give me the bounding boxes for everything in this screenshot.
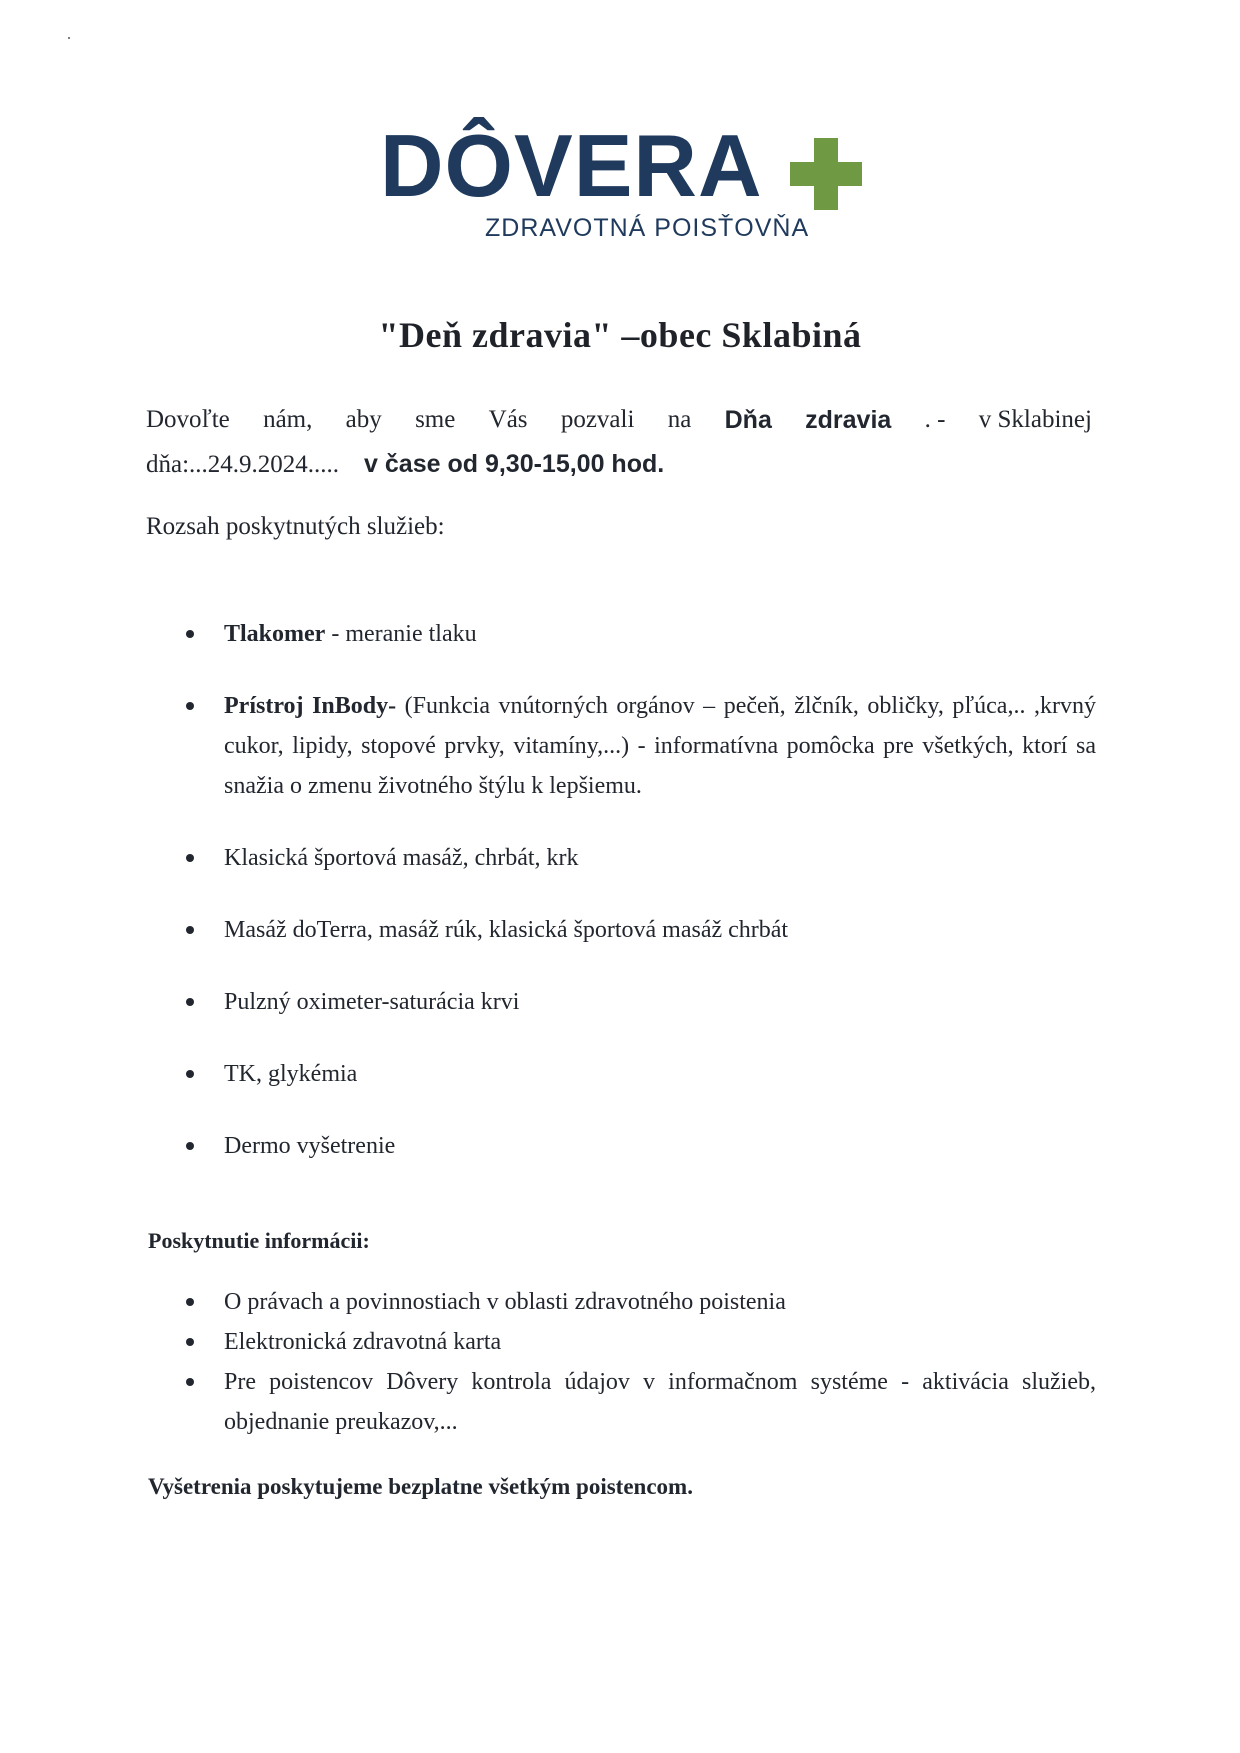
intro-location: v Sklabinej (978, 406, 1092, 433)
list-item (146, 1282, 1096, 1322)
list-item (146, 686, 1096, 806)
list-item (146, 614, 1096, 654)
service-name: Prístroj InBody- (224, 693, 397, 719)
service-description: (Funkcia vnútorných orgánov – pečeň, žlčník, obličky, pľúca,.. ,krvný cukor, lipidy, stopové prvky, vitamíny,...) - informatívna pomôcka pre všetkých, ktorí sa snažia o zmenu životného štýlu k lepšiemu. (224, 693, 1096, 799)
event-time: v čase od 9,30-15,00 hod. (364, 450, 665, 478)
service-name: TK, glykémia (224, 1061, 358, 1087)
bullet-icon (186, 1070, 194, 1078)
list-item (146, 1362, 1096, 1442)
list-item (146, 910, 1096, 950)
bullet-icon (186, 1338, 194, 1346)
intro-word: Vás (488, 406, 528, 433)
info-item: O právach a povinnostiach v oblasti zdravotného poistenia (224, 1289, 786, 1315)
intro-event-name: zdravia (805, 406, 892, 434)
intro-line-1 (146, 398, 1092, 442)
logo-tagline: ZDRAVOTNÁ POISŤOVŇA (485, 214, 810, 242)
list-item (146, 1322, 1096, 1362)
service-description: - meranie tlaku (325, 621, 477, 647)
service-name: Pulzný oximeter-saturácia krvi (224, 989, 520, 1015)
intro-event-name: Dňa (724, 406, 772, 434)
bullet-icon (186, 1298, 194, 1306)
service-name: Tlakomer (224, 621, 326, 647)
info-list (146, 1282, 1096, 1442)
info-item: Elektronická zdravotná karta (224, 1329, 502, 1355)
plus-cross-icon (790, 138, 862, 210)
intro-word: na (667, 406, 692, 433)
bullet-icon (186, 1142, 194, 1150)
service-name: Masáž doTerra, masáž rúk, klasická športová masáž chrbát (224, 917, 789, 943)
bullet-icon (186, 998, 194, 1006)
bullet-icon (186, 926, 194, 934)
list-item (146, 1126, 1096, 1166)
scan-speck (68, 37, 70, 39)
intro-word: nám, (263, 406, 313, 433)
intro-word: pozvali (560, 406, 635, 433)
services-list (146, 614, 1096, 1198)
service-name: Dermo vyšetrenie (224, 1133, 396, 1159)
closing-note: Vyšetrenia poskytujeme bezplatne všetkým poistencom. (148, 1474, 693, 1499)
bullet-icon (186, 630, 194, 638)
intro-word: aby (345, 406, 382, 433)
list-item (146, 1054, 1096, 1094)
page-title: "Deň zdravia" –obec Sklabiná (378, 315, 862, 355)
bullet-icon (186, 702, 194, 710)
list-item (146, 838, 1096, 878)
intro-word: . - (924, 406, 946, 433)
intro-word: Dovoľte (146, 406, 230, 433)
bullet-icon (186, 1378, 194, 1386)
dovera-logo (380, 118, 860, 248)
service-name: Klasická športová masáž, chrbát, krk (224, 845, 579, 871)
event-date: dňa:...24.9.2024..... (146, 451, 340, 478)
bullet-icon (186, 854, 194, 862)
intro-line-2 (146, 442, 1092, 487)
logo-wordmark: DÔVERA (380, 116, 763, 215)
intro-word: sme (415, 406, 456, 433)
info-item: Pre poistencov Dôvery kontrola údajov v informačnom systéme - aktivácia služieb, objednanie preukazov,... (224, 1369, 1096, 1435)
intro-paragraph (146, 398, 1092, 487)
list-item (146, 982, 1096, 1022)
services-label: Rozsah poskytnutých služieb: (146, 513, 445, 540)
info-heading: Poskytnutie informácii: (148, 1228, 370, 1253)
